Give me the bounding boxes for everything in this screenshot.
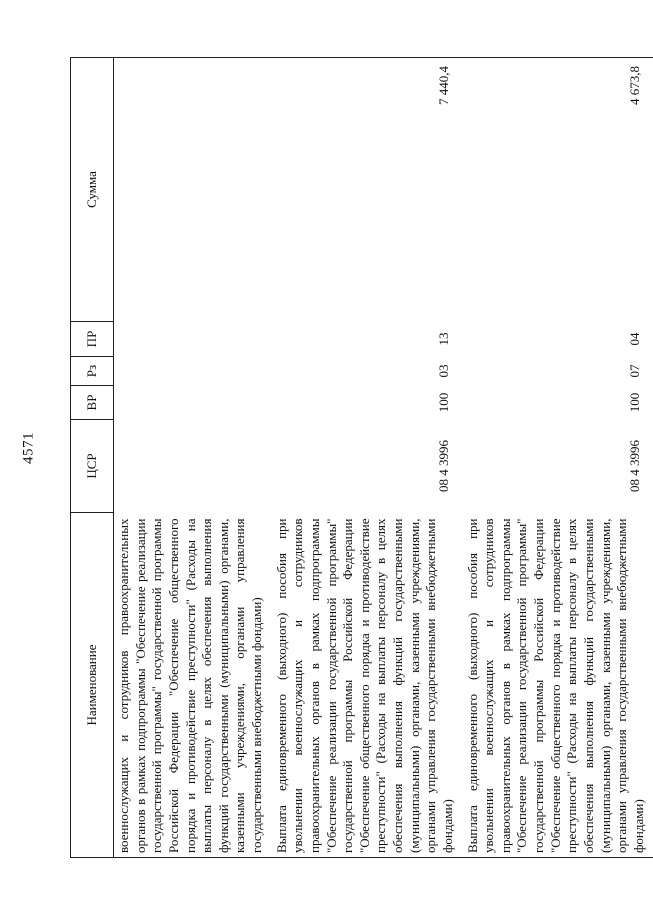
header-name: Наименование (71, 513, 114, 858)
row-pr: 13 (435, 332, 451, 346)
page-number: 4571 (20, 432, 37, 464)
header-rz: Рз (71, 357, 114, 386)
header-vr: ВР (71, 386, 114, 420)
table-row (463, 58, 653, 858)
header-csr: ЦСР (71, 420, 114, 513)
row-name: военнослужащих и сотрудников правоохранительных органов в рамках подпрограммы "Обеспечение реализации государственной программы" государственной программы Российской Федерации "Обеспечение общественного порядка и противодействие преступности" (Расходы на выплаты персоналу в целях обеспечения выполнения функций государственными (муниципальными) органами, казенными учреждениями, органами управления государственными внебюджетными фондами) (114, 513, 272, 858)
row-name: Выплата единовременного (выходного) пособия при увольнении военнослужащих и сотрудников правоохранительных органов в рамках подпрограммы "Обеспечение реализации государственной программы" государственной программы Российской Федерации "Обеспечение общественного порядка и противодействие преступности" (Расходы на выплаты персоналу в целях обеспечения выполнения функций государственными (муниципальными) органами, казенными учреждениями, органами управления государственными внебюджетными фондами) (272, 513, 463, 858)
table-row (114, 58, 272, 858)
table-header-row (71, 58, 114, 858)
table-row (272, 58, 463, 858)
header-sum: Сумма (71, 58, 114, 322)
row-rz (114, 357, 272, 386)
row-vr: 100 (435, 392, 451, 413)
row-sum (114, 58, 272, 322)
row-sum: 4 673,8 (463, 58, 653, 322)
row-rz: 07 (626, 364, 642, 378)
row-pr (114, 322, 272, 357)
row-rz: 03 (435, 364, 451, 378)
row-csr (114, 420, 272, 513)
row-csr: 08 4 3996 (435, 440, 451, 492)
row-sum: 7 440,4 (272, 58, 463, 322)
row-vr (114, 386, 272, 420)
row-pr: 04 (626, 332, 642, 346)
row-name: Выплата единовременного (выходного) пособия при увольнении военнослужащих и сотрудников правоохранительных органов в рамках подпрограммы "Обеспечение реализации государственной программы" государственной программы Российской Федерации "Обеспечение общественного порядка и противодействие преступности" (Расходы на выплаты персоналу в целях обеспечения выполнения функций государственными (муниципальными) органами, казенными учреждениями, органами управления государственными внебюджетными фондами) (463, 513, 653, 858)
budget-table (70, 57, 653, 858)
row-vr: 100 (626, 392, 642, 413)
header-pr: ПР (71, 322, 114, 357)
row-csr: 08 4 3996 (626, 440, 642, 492)
